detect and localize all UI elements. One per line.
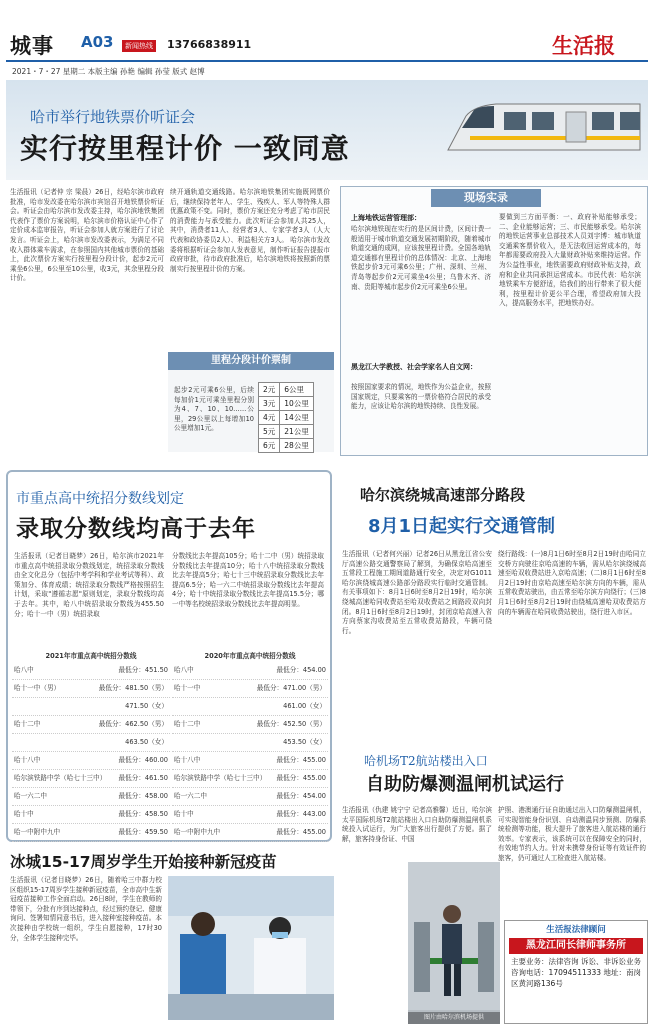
- score-table-2021: [12, 650, 170, 836]
- story2-kicker: 市重点高中统招分数线划定: [16, 491, 184, 507]
- story1-kicker: 哈市举行地铁票价听证会: [30, 108, 196, 126]
- fare-price: 5元: [259, 425, 280, 439]
- live-box: [340, 186, 648, 456]
- story3-kicker: 哈尔滨绕城高速部分路段: [360, 486, 526, 504]
- fare-distance: 21公里: [280, 425, 314, 439]
- fare-box-desc: 起步2元可乘6公里，后续每加价1元可乘坐里程分别为4、7、10、10……公里，29公里以上每增加10公里增加1元。: [174, 386, 254, 433]
- train-image: [440, 98, 650, 158]
- min-score: 最低分：471.00（男）: [256, 684, 326, 692]
- school-name: 哈尔滨铁路中学（哈七十三中）: [174, 774, 267, 782]
- fare-box-title: 里程分段计价票制: [168, 352, 334, 370]
- school-name: 哈一六二中: [14, 792, 47, 800]
- live-col1b: 按照国家要求的情况，地铁作为公益企业，按照国家规定，只要乘客的一票价格符合居民的承受能力，应该让哈尔滨的地铁持续、良性发展。: [351, 383, 491, 411]
- story3-headline: 8月1日起实行交通管制: [368, 516, 556, 537]
- school-name: 哈十中: [14, 810, 34, 818]
- min-score: 最低分：481.50（男）: [98, 684, 168, 692]
- min-score: 最低分：455.00: [276, 828, 326, 836]
- fare-distance: 28公里: [280, 439, 314, 453]
- story5-text: 生活报讯（记者目晓梦）26日，随着哈三中群力校区组织15-17周岁学生接种新冠疫苗，全市高中生新冠疫苗接种工作全面启动。26日8时，学生在教师的带领下，分批有序到达接种点，经过预约登记、健康询问、签署知情同意书后，进入接种室接种疫苗。本次接种由学校统一组织，学生自愿接种，17时30分，全体学生接种完毕。: [10, 876, 162, 942]
- min-score: 最低分：455.00: [276, 774, 326, 782]
- newspaper-logo: 生活报: [552, 33, 615, 58]
- table-row: [172, 734, 328, 752]
- ad-text: 主要业务：法律咨询 诉讼、非诉讼业务 咨询电话：17094511333 地址：南岗区黄河路136号: [511, 957, 641, 988]
- ad-box: [504, 920, 648, 1024]
- school-name: 哈十八中: [174, 756, 201, 764]
- live-name-1: 上海地铁运营管理部：: [351, 214, 421, 222]
- fare-price: 2元: [259, 383, 280, 397]
- min-score: 最低分：443.00: [276, 810, 326, 818]
- story2-col2: 分数线比去年提高105分；哈十二中（男）统招录取分数线比去年提高10分；哈十八中统招录取分数线比去年提高5分；哈七十三中统招录取分数线比去年提高6.5分；哈一六二中统招录取分数线比去年提高4分；哈十中统招录取分数线比去年提高15.5分；哪一中等名校统招录取分数线比去年提高明显。: [172, 552, 324, 608]
- school-name: 哈十八中: [14, 756, 41, 764]
- school-name: 哈十中: [174, 810, 194, 818]
- table-row: [172, 662, 328, 680]
- table-row: [12, 788, 170, 806]
- min-score: 最低分：460.00: [118, 756, 168, 764]
- story3-col2: 绕行路线：(一)8月1日6时至8月2日19时由哈同立交桥方向驶往京哈高速的车辆，需从哈尔滨绕城高速至哈双收费站进入京哈高速；(二)8月1日6时至8月2日19时由京哈高速至哈尔滨方向的车辆，需从五常收费站驶出，由五常至哈尔滨方向绕行；(三)8月1日6时至8月2日19时由绕城高速哈双收费站方向的车辆需在哈同收费站驶出，绕行进入市区。: [498, 550, 646, 616]
- table-row: [172, 716, 328, 734]
- story1-col2: 续开通轨道交通线路。哈尔滨地铁集团实施既网票价后，继续保持老年人、学生、残疾人、军人等特殊人群优惠政策不变。同时，票价方案还充分考虑了哈市居民的消费能力与承受能力。此次听证会参加人共25人，其中，消费者11人、经营者3人、专家学者3人（人大代表和政协委员2人）、利益相关方3人。 哈尔滨市发改委将根据听证会参加人发表意见，制作听证报告提报市政府审批，待市政府批准后，哈尔滨地铁将按照新的票制实行按里程计价的方案。: [170, 188, 330, 273]
- table-row: [12, 698, 170, 716]
- school-name: 哈一中附中九中: [14, 828, 61, 836]
- min-score: 最低分：455.00: [276, 756, 326, 764]
- ad-top: 生活报法律顾问: [546, 925, 606, 935]
- min-score: 最低分：452.50（男）: [256, 720, 326, 728]
- fare-price: 4元: [259, 411, 280, 425]
- date-line: 2021・7・27 星期二 本版主编 孙艳 编辑 孙莹 版式 赵博: [12, 67, 205, 76]
- airport-photo-caption: 图片由哈尔滨机场提供: [408, 1012, 500, 1024]
- story4-headline: 自助防爆测温闸机试运行: [366, 774, 564, 795]
- table-row: [172, 824, 328, 842]
- min-score: 463.50（女）: [125, 738, 168, 746]
- fare-distance: 10公里: [280, 397, 314, 411]
- min-score: 471.50（女）: [125, 702, 168, 710]
- table-row: [12, 662, 170, 680]
- school-name: 哈八中: [14, 666, 34, 674]
- table-row: [12, 716, 170, 734]
- min-score: 最低分：451.50: [118, 666, 168, 674]
- min-score: 最低分：458.00: [118, 792, 168, 800]
- school-name: 哈一中附中九中: [174, 828, 221, 836]
- min-score: 453.50（女）: [283, 738, 326, 746]
- ad-title: 黑龙江同长律师事务所: [509, 938, 643, 954]
- live-col1: 哈尔滨地铁现在实行的是区间计费，区间计费一般适用于城市轨道交通发展初期阶段，随着城市轨道交通的成网，应该按里程计费。全国各地轨道交通都有里程计价的总体情况：北京、上海地铁起步价3元可乘6公里；广州、深圳、兰州、青岛等起步价2元可乘坐4公里；乌鲁木齐、济南、贵阳等城市起步价2元可乘坐6公里。: [351, 225, 491, 291]
- story4-col2: 护照、港澳通行证自助通过出入口防爆测温闸机，可实现智能身份识别、自动测温同步预测、防爆系统检测等功能，极大提升了旅客进入航站楼的通行效率。专家表示，该系统可以在保障安全的同时，有效地节约人力。针对未携带身份证等有效证件的旅客，仍可通过人工检查进入航站楼。: [498, 806, 646, 862]
- story4-col1: 生活报讯（仇建 姚宁宁 记者高雅馨）近日，哈尔滨太平国际机场T2航站楼出入口自助防爆测温闸机系统投入试运行，为广大旅客出行提供了方便。据了解，旅客持身份证、中国: [342, 806, 492, 843]
- min-score: 最低分：458.50: [118, 810, 168, 818]
- table-row: [12, 824, 170, 842]
- table-row: [259, 397, 314, 411]
- header-divider: [6, 60, 648, 62]
- table-row: [172, 680, 328, 698]
- table-row: [259, 411, 314, 425]
- section-title: 城事: [10, 34, 54, 58]
- score-table-2020: [172, 650, 328, 836]
- story1-headline: 实行按里程计价 一致同意: [20, 132, 350, 165]
- school-name: 哈尔滨铁路中学（哈七十三中）: [14, 774, 107, 782]
- fare-distance: 6公里: [280, 383, 314, 397]
- live-name-2: 黑龙江大学教授、社会学家名人自文网：: [351, 363, 477, 371]
- fare-price: 6元: [259, 439, 280, 453]
- story2-col1: 生活报讯（记者目晓梦）26日，哈尔滨市2021年市重点高中统招录取分数线划定，统招录取分数线由全文化总分（包括中考学科和学业考试等科）、政策加分、体育成绩；统招录取分数线严格按照招生计划，采取"遵循志愿"原则划定，录取分数线均高于去年。其中，哈八中统招录取分数线为455.50分；哈十一中（男）统招录取: [14, 552, 164, 618]
- school-name: 哈十二中: [174, 720, 201, 728]
- live-col2: 要做到三方面平衡：一、政府补贴能够承受；二、企业能够运营；三、市民能够承受。哈尔滨的地铁运营事业总部技术人员刘宇博：城市轨道交通乘客票价收入，是无法收回运营成本的，每年都需要政府投入大量财政补贴来维持运营。作为公益性事业，地铁需要政府财政补贴支持，政府和企业共同承担运营成本。市民代表：哈尔滨地铁乘车方便舒适，给我们的出行带来了很大便利，按里程计价更公平合理，希望政府加大投入，提高服务水平，把地铁办好。: [499, 213, 641, 308]
- page-number: A03: [81, 33, 114, 51]
- table-row: [12, 680, 170, 698]
- hotline-number: 13766838911: [167, 38, 252, 51]
- school-name: 哈一六二中: [174, 792, 207, 800]
- story2-headline: 录取分数线均高于去年: [16, 516, 256, 542]
- table-row: [12, 806, 170, 824]
- table-row: [172, 770, 328, 788]
- table-row: [172, 806, 328, 824]
- story1-col1: 生活报讯（记者仲 宗 梁晨）26日，经哈尔滨市政府批准，哈市发改委在哈尔滨市宾馆召开地铁票价听证会。听证会由哈尔滨市发改委主持，哈尔滨地铁集团代表作了票价方案说明，哈尔滨市价格认证中心作了定价成本监审报告，听证会参加人就方案进行了讨论发言。听证会上，哈尔滨市发改委表示，为满足不同收入群体乘车需求，在参照国内其他城市票价的基础上，此次票价方案实行按里程分段计价，起步2元可乘坐6公里，6公里至10公里，收3元，其余里程分段计价。: [10, 188, 164, 283]
- min-score: 461.00（女）: [283, 702, 326, 710]
- table-row: [259, 425, 314, 439]
- story5-headline: 冰城15-17周岁学生开始接种新冠疫苗: [10, 853, 277, 871]
- fare-distance: 14公里: [280, 411, 314, 425]
- table-row: [172, 698, 328, 716]
- min-score: 最低分：462.50（男）: [98, 720, 168, 728]
- min-score: 最低分：459.50: [118, 828, 168, 836]
- school-name: 哈十一中: [174, 684, 201, 692]
- fare-box: [168, 352, 334, 452]
- story4-kicker: 哈机场T2航站楼出入口: [364, 754, 488, 768]
- score-table-2020-title: 2020年市重点高中统招分数线: [204, 652, 296, 660]
- story3-col1: 生活报讯（记者何兴丽）记者26日从黑龙江省公安厅高速公路交通警察局了解到，为确保京哈高速至五常段工程施工期间道路通行安全，决定对G1011哈尔滨绕城高速公路部分路段实行临时交通管制。有关事项如下：8月1日6时至8月2日19时，哈尔滨绕城高速哈同收费站至哈双收费站之间路段双向封闭。8月1日6时至8月2日19时，封闭京哈高速入省方向蔡家沟收费站至五常收费站路段，车辆可绕行。: [342, 550, 492, 635]
- table-row: [12, 752, 170, 770]
- min-score: 最低分：454.00: [276, 666, 326, 674]
- table-row: [12, 770, 170, 788]
- fare-table: [258, 382, 314, 453]
- school-name: 哈十一中（男）: [14, 684, 61, 692]
- score-table-2021-title: 2021年市重点高中统招分数线: [45, 652, 137, 660]
- table-row: [259, 439, 314, 453]
- school-name: 哈八中: [174, 666, 194, 674]
- table-row: [259, 383, 314, 397]
- hotline-badge: 新闻热线: [122, 40, 156, 52]
- min-score: 最低分：454.00: [276, 792, 326, 800]
- table-row: [12, 734, 170, 752]
- min-score: 最低分：461.50: [118, 774, 168, 782]
- table-row: [172, 788, 328, 806]
- table-row: [172, 752, 328, 770]
- vaccine-photo: [168, 876, 334, 1020]
- airport-photo: [408, 862, 500, 1024]
- school-name: 哈十二中: [14, 720, 41, 728]
- live-title: 现场实录: [431, 189, 541, 207]
- fare-price: 3元: [259, 397, 280, 411]
